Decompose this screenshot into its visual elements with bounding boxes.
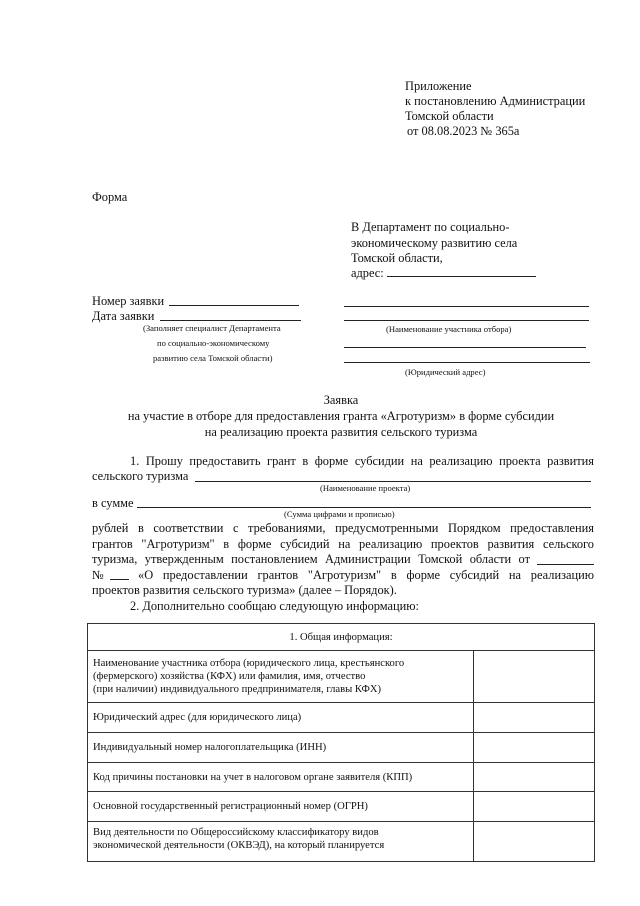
paragraph-1-line-2: сельского туризма [92, 469, 189, 483]
general-info-table [87, 623, 595, 862]
row-label-ogrn: Основной государственный регистрационный номер (ОГРН) [88, 792, 474, 822]
table-row [88, 703, 595, 733]
document-subtitle-1: на участие в отборе для предоставления гранта «Агротуризм» в форме субсидии [127, 409, 555, 423]
table-row [88, 651, 595, 703]
specialist-note-line-1: (Заполняет специалист Департамента [143, 323, 281, 333]
legal-address-caption: (Юридический адрес) [405, 367, 486, 377]
table-row [88, 733, 595, 763]
row-label-kpp: Код причины постановки на учет в налоговом органе заявителя (КПП) [88, 763, 474, 792]
resolution-number-field[interactable] [110, 579, 129, 580]
row-label-participant: Наименование участника отбора (юридического лица, крестьянского (фермерского) хозяйства (КФХ) или фамилия, имя, отчество (при наличии) индивидуального предпринимателя, главы КФХ) [88, 651, 474, 703]
document-title: Заявка [323, 393, 359, 407]
legal-address-cell[interactable] [474, 703, 595, 733]
row-label-inn: Индивидуальный номер налогоплательщика (ИНН) [88, 733, 474, 763]
appendix-date-number: от 08.08.2023 № 365а [407, 124, 520, 138]
inn-cell[interactable] [474, 733, 595, 763]
recipient-address-field[interactable] [387, 276, 536, 277]
paragraph-1-line-1: 1. Прошу предоставить грант в форме субсидии на реализацию проекта развития [130, 454, 594, 468]
recipient-line-3: Томской области, [351, 251, 443, 265]
application-number-label: Номер заявки [92, 294, 165, 308]
sum-label: в сумме [92, 496, 134, 510]
legal-address-field-1[interactable] [344, 347, 586, 348]
specialist-note-line-3: развитию села Томской области) [153, 353, 273, 363]
table-header: 1. Общая информация: [88, 624, 595, 651]
document-subtitle-2: на реализацию проекта развития сельского туризма [204, 425, 478, 439]
okved-cell[interactable] [474, 822, 595, 862]
appendix-line-3: Томской области [405, 109, 494, 123]
paragraph-3: 2. Дополнительно сообщаю следующую информацию: [130, 599, 419, 613]
row-label-okved: Вид деятельности по Общероссийскому классификатору видов экономической деятельности (ОКВЭД), на который планируется [88, 822, 474, 862]
resolution-date-field[interactable] [537, 564, 594, 565]
ogrn-cell[interactable] [474, 792, 595, 822]
recipient-line-1: В Департамент по социально- [351, 220, 510, 234]
appendix-line-2: к постановлению Администрации [405, 94, 586, 108]
kpp-cell[interactable] [474, 763, 595, 792]
table-row [88, 763, 595, 792]
participant-name-caption: (Наименование участника отбора) [386, 324, 512, 334]
sum-caption: (Сумма цифрами и прописью) [284, 509, 395, 519]
paragraph-2-line-5: проектов развития сельского туризма» (далее – Порядок). [92, 583, 397, 597]
application-date-field[interactable] [160, 320, 301, 321]
participant-name-cell[interactable] [474, 651, 595, 703]
application-date-label: Дата заявки [92, 309, 155, 323]
row-label-legal-address: Юридический адрес (для юридического лица) [88, 703, 474, 733]
form-label: Форма [92, 190, 128, 204]
application-number-field[interactable] [169, 305, 299, 306]
specialist-note-line-2: по социально-экономическому [157, 338, 270, 348]
table-row [88, 822, 595, 862]
legal-address-field-2[interactable] [344, 362, 590, 363]
recipient-address-label: адрес: [351, 266, 384, 280]
appendix-line-1: Приложение [405, 79, 472, 93]
paragraph-2-number-sign: № [92, 568, 104, 582]
participant-name-field-2[interactable] [344, 320, 589, 321]
paragraph-2-line-3: туризма, утвержденным постановлением Администрации Томской области от [92, 552, 530, 566]
project-name-caption: (Наименование проекта) [320, 483, 411, 493]
participant-name-field-1[interactable] [344, 306, 589, 307]
paragraph-2-line-2: грантов "Агротуризм" в форме субсидий на реализацию проектов развития сельского [92, 537, 594, 551]
paragraph-2-line-1: рублей в соответствии с требованиями, предусмотренными Порядком предоставления [92, 521, 594, 535]
recipient-line-2: экономическому развитию села [351, 236, 518, 250]
paragraph-2-line-4: «О предоставлении грантов "Агротуризм" в форме субсидий на реализацию [138, 568, 594, 582]
table-row [88, 792, 595, 822]
